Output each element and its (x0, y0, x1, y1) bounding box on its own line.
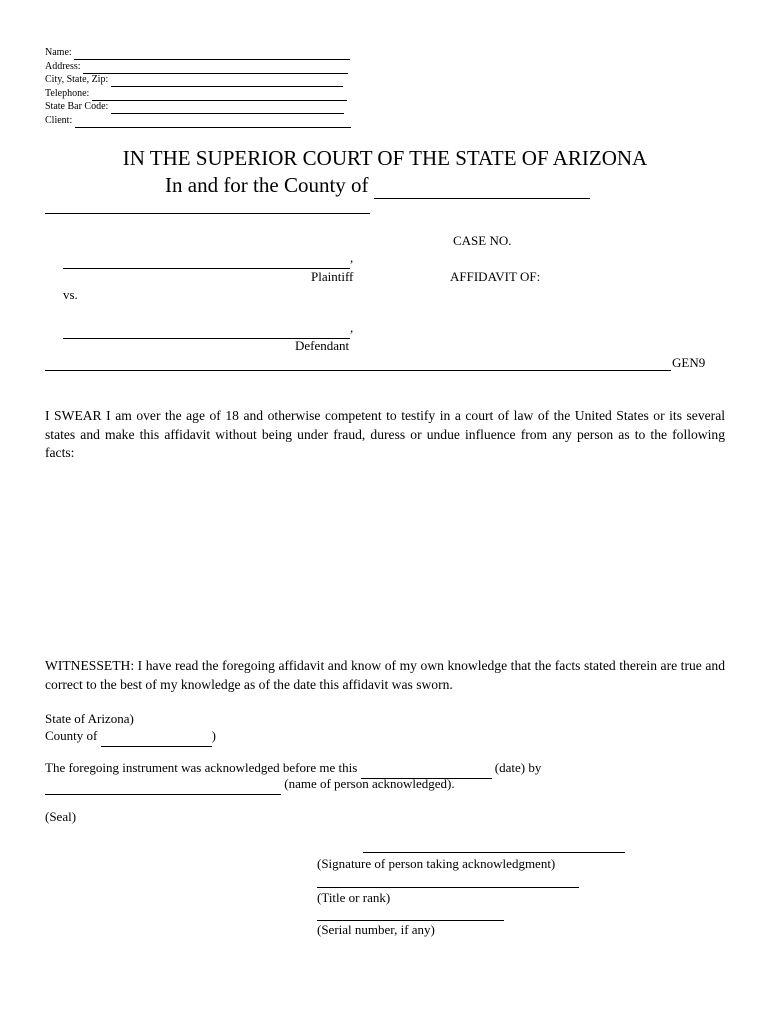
oath-paragraph: I SWEAR I am over the age of 18 and otherwise competent to testify in a court of law of the United States or its several states and make this affidavit without being under fraud, duress or undue influence from any person as to the following facts: (45, 408, 725, 460)
telephone-label: Telephone: (45, 88, 90, 99)
address-label: Address: (45, 61, 81, 72)
name-blank[interactable] (74, 46, 350, 60)
state-bar-code-label: State Bar Code: (45, 101, 109, 112)
name-label: Name: (45, 47, 72, 58)
county-line (165, 173, 590, 199)
county-blank[interactable] (374, 173, 590, 199)
acknowledgment-line-2 (45, 775, 455, 795)
witness-paragraph: WITNESSETH: I have read the foregoing affidavit and know of my own knowledge that the facts stated therein are true and correct to the best of my knowledge as of the date this affidavit was sworn. (45, 658, 725, 692)
venue-state: State of Arizona) (45, 711, 134, 726)
court-title: IN THE SUPERIOR COURT OF THE STATE OF ARIZONA (122, 146, 648, 170)
signature-line[interactable] (363, 852, 625, 853)
client-label: Client: (45, 115, 73, 126)
defendant-comma: , (350, 320, 354, 335)
defendant-label: Defendant (295, 338, 350, 353)
caption-top-rule (45, 213, 370, 214)
vs-label: vs. (63, 287, 78, 302)
city-state-zip-label: City, State, Zip: (45, 74, 109, 85)
affidavit-of-label: AFFIDAVIT OF: (450, 269, 541, 284)
county-line-label: In and for the County of (165, 173, 369, 197)
city-state-zip-blank[interactable] (111, 73, 343, 87)
venue-county-blank[interactable] (101, 727, 212, 747)
plaintiff-label: Plaintiff (311, 269, 354, 284)
acknowledgment-date-label: (date) by (494, 760, 542, 775)
name-field (45, 46, 350, 60)
defendant-blank[interactable] (63, 319, 350, 339)
venue-county-close: ) (211, 728, 216, 743)
state-bar-code-field (45, 100, 344, 114)
acknowledged-person-label: (name of person acknowledged). (284, 776, 455, 791)
serial-label: (Serial number, if any) (317, 922, 435, 937)
seal-label: (Seal) (45, 809, 77, 824)
client-blank[interactable] (75, 114, 351, 128)
title-line[interactable] (317, 887, 579, 888)
state-bar-code-blank[interactable] (111, 100, 344, 114)
plaintiff-line (63, 249, 353, 269)
acknowledged-person-blank[interactable] (45, 775, 281, 795)
city-state-zip-field (45, 73, 343, 87)
plaintiff-comma: , (350, 250, 354, 265)
facts-area[interactable] (45, 470, 725, 640)
form-code: GEN9 (672, 355, 706, 370)
venue-county-label: County of (45, 728, 98, 743)
caption-bottom-rule (45, 370, 671, 371)
venue-county (45, 727, 216, 747)
client-field (45, 114, 351, 128)
signature-label: (Signature of person taking acknowledgment) (317, 856, 556, 871)
defendant-line (63, 319, 353, 339)
title-label: (Title or rank) (317, 890, 391, 905)
plaintiff-blank[interactable] (63, 249, 350, 269)
acknowledgment-before: The foregoing instrument was acknowledged before me this (45, 760, 358, 775)
case-number-label: CASE NO. (453, 233, 512, 248)
